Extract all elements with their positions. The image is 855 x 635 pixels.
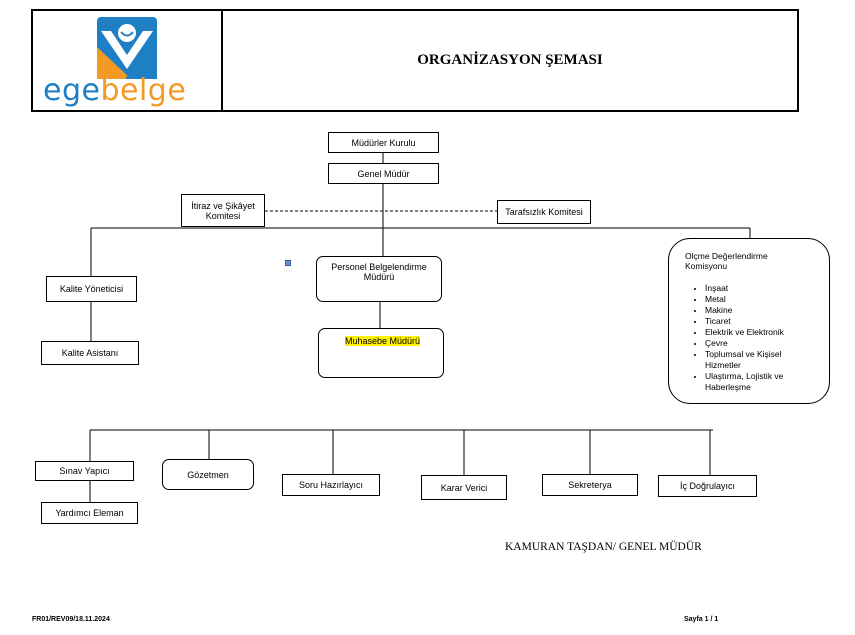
sekreterya-box: Sekreterya: [542, 474, 638, 496]
yardimci-eleman-box: Yardımcı Eleman: [41, 502, 138, 524]
list-item: • Çevre: [705, 338, 819, 349]
page-number: Sayfa 1 / 1: [684, 616, 719, 623]
tarafsizlik-komitesi-box: Tarafsızlık Komitesi: [497, 200, 591, 224]
personel-line1: Personel Belgelendirme: [331, 262, 427, 272]
list-item: • Metal: [705, 294, 819, 305]
anchor-marker: [285, 260, 291, 266]
itiraz-line2: Komitesi: [205, 210, 241, 221]
logo-text-belge: belge: [100, 73, 187, 108]
gozetmen-box: Gözetmen: [162, 459, 254, 490]
list-item: • İnşaat: [705, 283, 819, 294]
itiraz-line1: İtiraz ve Şikâyet: [191, 200, 255, 211]
list-item: • Ulaştırma, Lojistik ve Haberleşme: [705, 371, 819, 393]
kalite-yoneticisi-box: Kalite Yöneticisi: [46, 276, 137, 302]
soru-hazirlayici-box: Soru Hazırlayıcı: [282, 474, 380, 496]
page-title: ORGANİZASYON ŞEMASI: [417, 52, 603, 68]
signature-line: KAMURAN TAŞDAN/ GENEL MÜDÜR: [505, 541, 702, 553]
genel-mudur-box: Genel Müdür: [328, 163, 439, 184]
karar-verici-box: Karar Verici: [421, 475, 507, 500]
komisyon-title-line2: Komisyonu: [685, 261, 728, 271]
muhasebe-muduru-box: [318, 328, 444, 378]
list-item: • Toplumsal ve Kişisel Hizmetler: [705, 349, 819, 371]
komisyon-sector-list: [685, 283, 819, 393]
sinav-yapici-box: Sınav Yapıcı: [35, 461, 134, 481]
itiraz-sikayet-komitesi-box: [181, 194, 265, 227]
kalite-asistani-box: Kalite Asistanı: [41, 341, 139, 365]
list-item: • Elektrik ve Elektronik: [705, 327, 819, 338]
muhasebe-label: Muhasebe Müdürü: [345, 336, 421, 346]
olcme-degerlendirme-komisyonu-box: [668, 238, 830, 404]
ic-dogrulayici-box: İç Doğrulayıcı: [658, 475, 757, 497]
komisyon-title-line1: Olçme Değerlendirme: [685, 251, 768, 261]
list-item: • Ticaret: [705, 316, 819, 327]
personel-line2: Müdürü: [363, 272, 395, 282]
list-item: • Makine: [705, 305, 819, 316]
logo-text-ege: ege: [43, 73, 101, 108]
mudurler-kurulu-box: Müdürler Kurulu: [328, 132, 439, 153]
personel-belgelendirme-muduru-box: [316, 256, 442, 302]
document-code: FR01/REV09/18.11.2024: [32, 616, 110, 623]
